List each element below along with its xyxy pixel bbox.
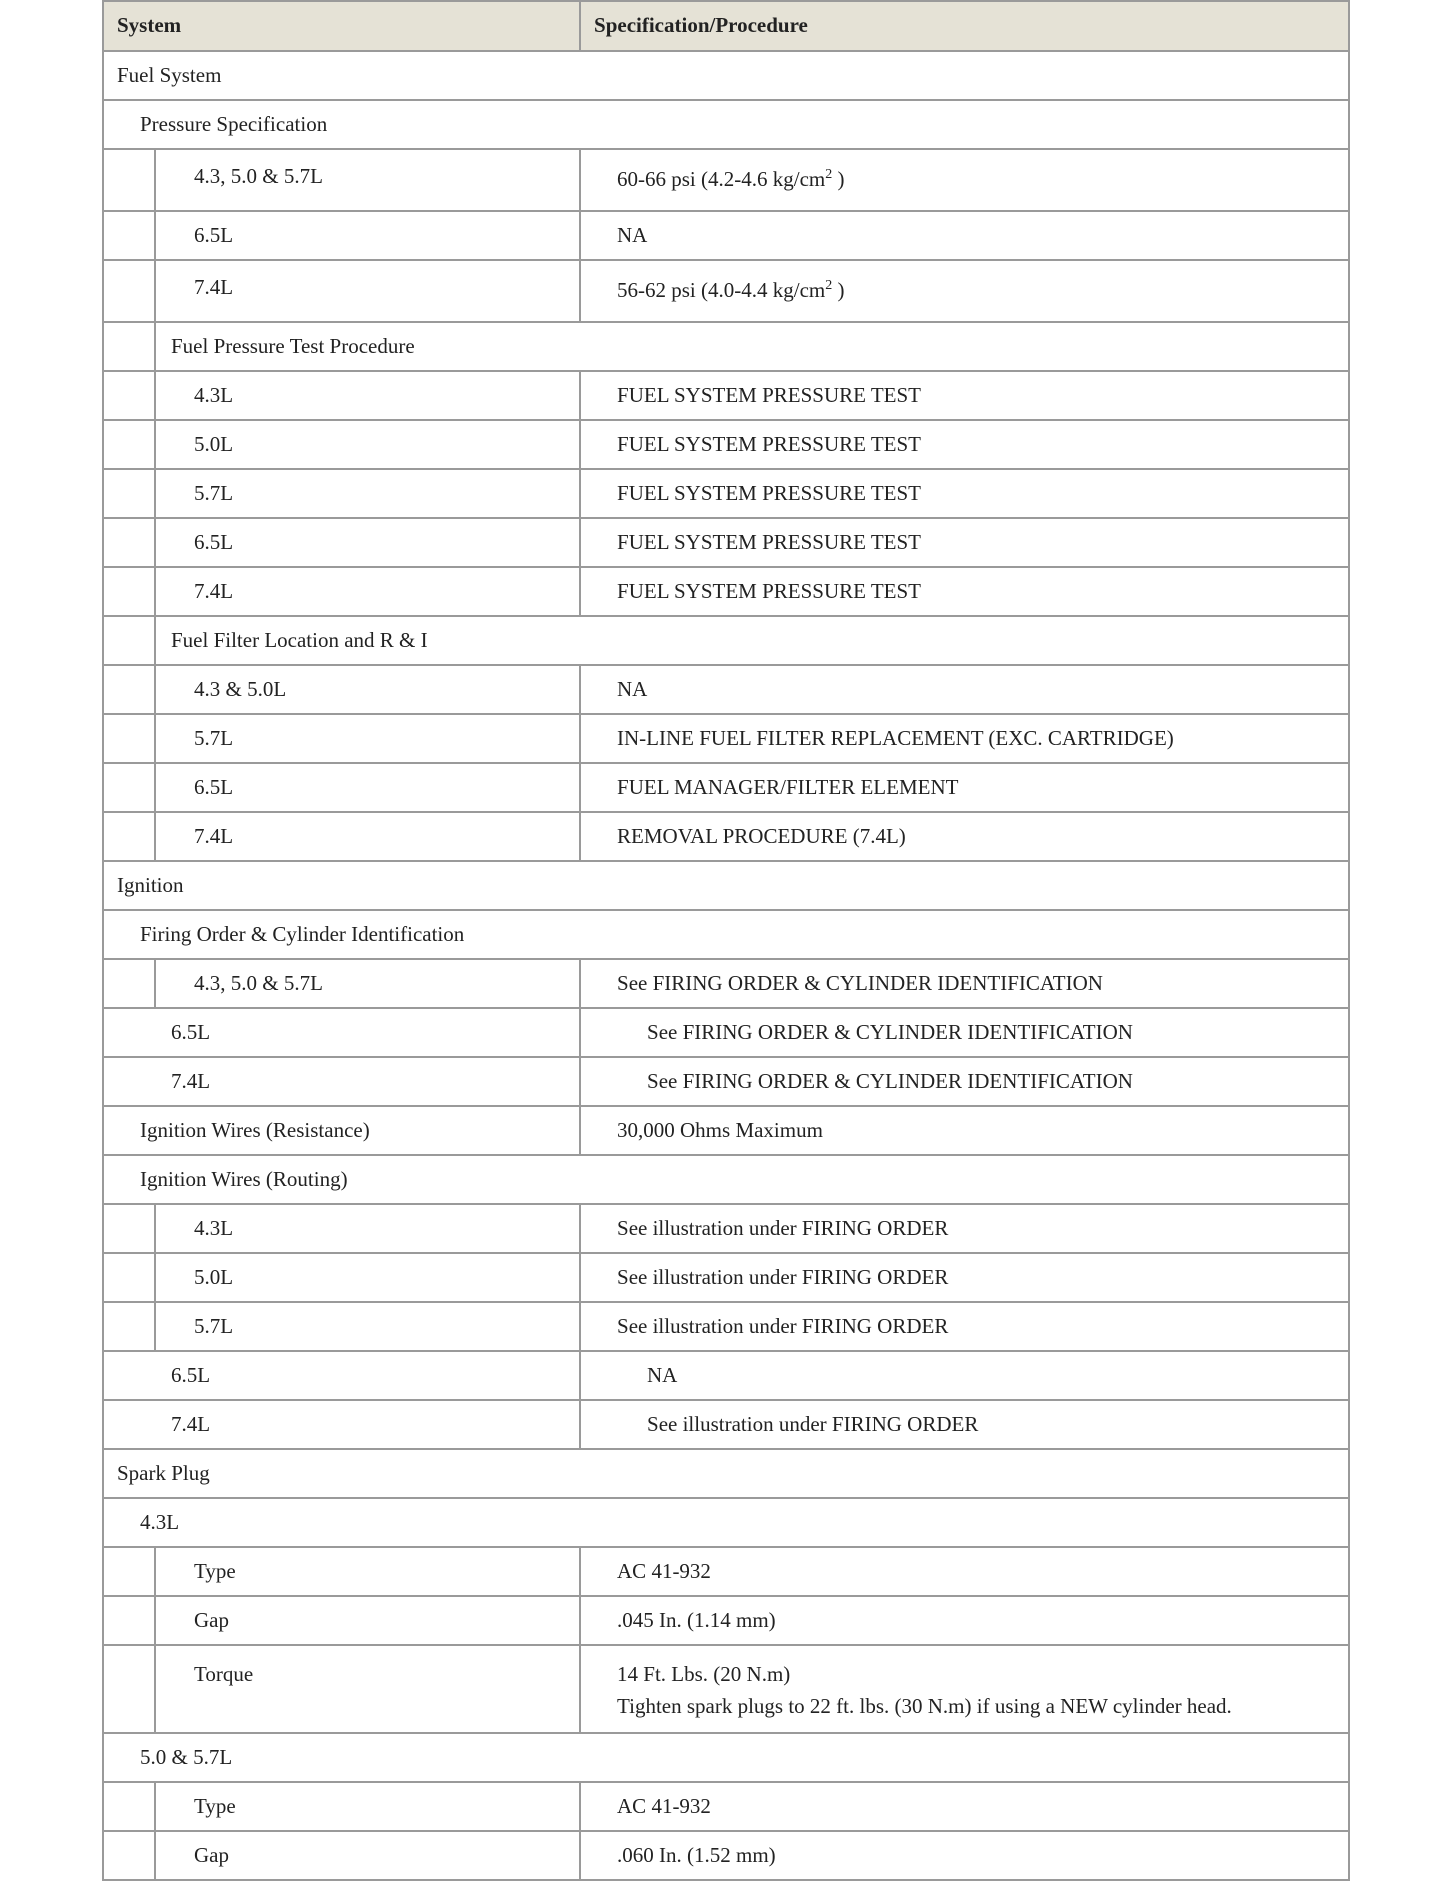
value-cell: See FIRING ORDER & CYLINDER IDENTIFICATION <box>580 1057 1349 1106</box>
table-row <box>103 665 1349 714</box>
indent-cell <box>103 812 155 861</box>
table-row <box>103 1351 1349 1400</box>
engine-cell: 7.4L <box>103 1400 580 1449</box>
table-row <box>103 1547 1349 1596</box>
subsection-fuel-filter: Fuel Filter Location and R & I <box>155 616 1349 665</box>
indent-cell <box>103 371 155 420</box>
value-cell: FUEL SYSTEM PRESSURE TEST <box>580 469 1349 518</box>
table-row <box>103 149 1349 211</box>
value-cell: See FIRING ORDER & CYLINDER IDENTIFICATION <box>580 1008 1349 1057</box>
table-row <box>103 1400 1349 1449</box>
table-row <box>103 1008 1349 1057</box>
table-row <box>103 1106 1349 1155</box>
indent-cell <box>103 322 155 371</box>
param-cell: Type <box>155 1782 580 1831</box>
engine-cell: 6.5L <box>103 1008 580 1057</box>
table-row <box>103 1596 1349 1645</box>
section-row <box>103 861 1349 910</box>
table-row <box>103 469 1349 518</box>
value-cell: See FIRING ORDER & CYLINDER IDENTIFICATION <box>580 959 1349 1008</box>
table-row <box>103 1204 1349 1253</box>
table-row <box>103 959 1349 1008</box>
table-row <box>103 714 1349 763</box>
engine-cell: 6.5L <box>103 1351 580 1400</box>
value-cell: NA <box>580 211 1349 260</box>
section-spark-plug: Spark Plug <box>103 1449 1349 1498</box>
torque-label: Torque <box>194 1662 254 1686</box>
param-cell: Type <box>155 1547 580 1596</box>
value-cell: FUEL MANAGER/FILTER ELEMENT <box>580 763 1349 812</box>
indent-cell <box>103 665 155 714</box>
engine-cell: 7.4L <box>155 567 580 616</box>
table-row <box>103 211 1349 260</box>
indent-cell <box>103 1547 155 1596</box>
indent-cell <box>103 1302 155 1351</box>
header-spec: Specification/Procedure <box>580 1 1349 51</box>
table-row <box>103 567 1349 616</box>
indent-cell <box>103 567 155 616</box>
resistance-label: Ignition Wires (Resistance) <box>103 1106 580 1155</box>
engine-cell: 5.0L <box>155 1253 580 1302</box>
section-row <box>103 1449 1349 1498</box>
subsection-firing-order: Firing Order & Cylinder Identification <box>103 910 1349 959</box>
subsection-pressure-spec: Pressure Specification <box>103 100 1349 149</box>
value-text: ) <box>832 167 845 192</box>
subsection-4-3l: 4.3L <box>103 1498 1349 1547</box>
value-cell: See illustration under FIRING ORDER <box>580 1253 1349 1302</box>
value-text: 56-62 psi (4.0-4.4 kg/cm <box>617 278 826 303</box>
subsection-row <box>103 616 1349 665</box>
subsection-row <box>103 910 1349 959</box>
indent-cell <box>103 1831 155 1880</box>
engine-cell: 4.3, 5.0 & 5.7L <box>155 959 580 1008</box>
value-cell: See illustration under FIRING ORDER <box>580 1302 1349 1351</box>
indent-cell <box>103 420 155 469</box>
value-text: 60-66 psi (4.2-4.6 kg/cm <box>617 167 826 192</box>
table-row <box>103 763 1349 812</box>
indent-cell <box>103 1596 155 1645</box>
value-cell: See illustration under FIRING ORDER <box>580 1400 1349 1449</box>
table-row <box>103 1253 1349 1302</box>
header-system: System <box>103 1 580 51</box>
engine-cell: 5.7L <box>155 1302 580 1351</box>
param-cell: Gap <box>155 1596 580 1645</box>
engine-cell: 7.4L <box>103 1057 580 1106</box>
table-row <box>103 1057 1349 1106</box>
value-cell: .060 In. (1.52 mm) <box>580 1831 1349 1880</box>
subsection-row <box>103 1155 1349 1204</box>
value-cell: 30,000 Ohms Maximum <box>580 1106 1349 1155</box>
superscript: 2 <box>825 278 833 294</box>
spec-table <box>102 0 1350 1881</box>
value-cell: .045 In. (1.14 mm) <box>580 1596 1349 1645</box>
engine-cell: 6.5L <box>155 763 580 812</box>
value-cell <box>580 1645 1349 1733</box>
indent-cell <box>103 1204 155 1253</box>
indent-cell <box>103 1253 155 1302</box>
torque-note: Tighten spark plugs to 22 ft. lbs. (30 N.m) if using a NEW cylinder head. <box>617 1694 1232 1718</box>
engine-cell: 5.0L <box>155 420 580 469</box>
engine-cell: 5.7L <box>155 469 580 518</box>
indent-cell <box>103 211 155 260</box>
engine-cell: 4.3L <box>155 371 580 420</box>
value-cell: FUEL SYSTEM PRESSURE TEST <box>580 371 1349 420</box>
engine-cell: 6.5L <box>155 518 580 567</box>
indent-cell <box>103 959 155 1008</box>
engine-cell: 5.7L <box>155 714 580 763</box>
table-row <box>103 1302 1349 1351</box>
indent-cell <box>103 763 155 812</box>
table-row <box>103 518 1349 567</box>
value-cell: FUEL SYSTEM PRESSURE TEST <box>580 420 1349 469</box>
table-header-row <box>103 1 1349 51</box>
engine-cell: 4.3 & 5.0L <box>155 665 580 714</box>
engine-cell: 4.3L <box>155 1204 580 1253</box>
indent-cell <box>103 469 155 518</box>
param-cell: Gap <box>155 1831 580 1880</box>
torque-value: 14 Ft. Lbs. (20 N.m) <box>617 1662 791 1686</box>
section-ignition: Ignition <box>103 861 1349 910</box>
value-cell: NA <box>580 665 1349 714</box>
param-cell <box>155 1645 580 1733</box>
indent-cell <box>103 149 155 211</box>
subsection-5-0-5-7l: 5.0 & 5.7L <box>103 1733 1349 1782</box>
engine-cell: 7.4L <box>155 260 580 322</box>
value-cell <box>580 260 1349 322</box>
indent-cell <box>103 260 155 322</box>
indent-cell <box>103 1782 155 1831</box>
subsection-row <box>103 1498 1349 1547</box>
engine-cell: 7.4L <box>155 812 580 861</box>
value-cell: REMOVAL PROCEDURE (7.4L) <box>580 812 1349 861</box>
subsection-row <box>103 322 1349 371</box>
section-fuel-system: Fuel System <box>103 51 1349 100</box>
subsection-row <box>103 1733 1349 1782</box>
table-row <box>103 420 1349 469</box>
superscript: 2 <box>825 167 833 183</box>
table-row <box>103 812 1349 861</box>
indent-cell <box>103 1645 155 1733</box>
indent-cell <box>103 518 155 567</box>
engine-cell: 6.5L <box>155 211 580 260</box>
value-cell: IN-LINE FUEL FILTER REPLACEMENT (EXC. CARTRIDGE) <box>580 714 1349 763</box>
value-cell <box>580 149 1349 211</box>
subsection-test-procedure: Fuel Pressure Test Procedure <box>155 322 1349 371</box>
section-row <box>103 51 1349 100</box>
table-row <box>103 371 1349 420</box>
table-row <box>103 260 1349 322</box>
table-row <box>103 1831 1349 1880</box>
table-row <box>103 1782 1349 1831</box>
engine-cell: 4.3, 5.0 & 5.7L <box>155 149 580 211</box>
subsection-row <box>103 100 1349 149</box>
subsection-routing: Ignition Wires (Routing) <box>103 1155 1349 1204</box>
value-cell: NA <box>580 1351 1349 1400</box>
value-cell: FUEL SYSTEM PRESSURE TEST <box>580 518 1349 567</box>
table-row <box>103 1645 1349 1733</box>
value-text: ) <box>832 278 845 303</box>
value-cell: AC 41-932 <box>580 1782 1349 1831</box>
value-cell: FUEL SYSTEM PRESSURE TEST <box>580 567 1349 616</box>
value-cell: AC 41-932 <box>580 1547 1349 1596</box>
indent-cell <box>103 714 155 763</box>
value-cell: See illustration under FIRING ORDER <box>580 1204 1349 1253</box>
indent-cell <box>103 616 155 665</box>
